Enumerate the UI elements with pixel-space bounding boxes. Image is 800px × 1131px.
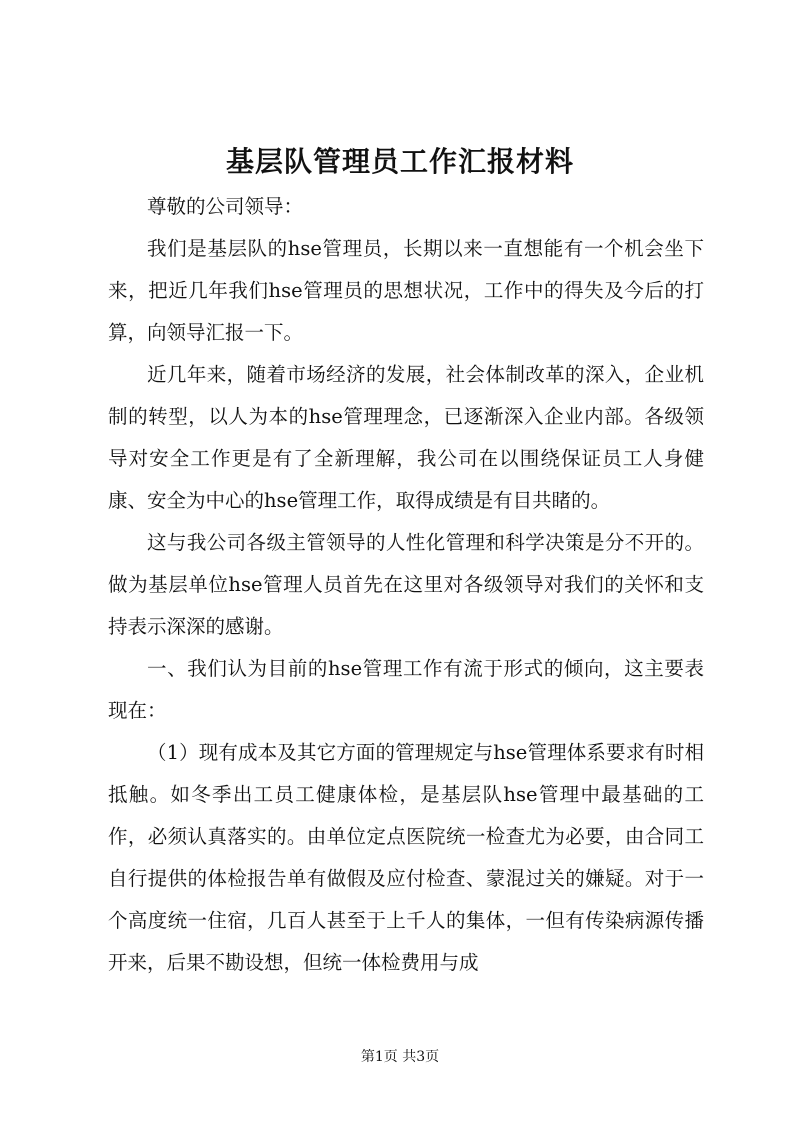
body-paragraph: 近几年来，随着市场经济的发展，社会体制改革的深入，企业机制的转型，以人为本的hse管理理念，已逐渐深入企业内部。各级领导对安全工作更是有了全新理解，我公司在以围绕保证员工人身健康、安全为中心的hse管理工作，取得成绩是有目共睹的。: [108, 363, 704, 512]
page-footer: 第1页 共3页: [360, 1049, 440, 1065]
document-body: [108, 186, 704, 984]
body-paragraph: （1）现有成本及其它方面的管理规定与hse管理体系要求有时相抵触。如冬季出工员工健康体检，是基层队hse管理中最基础的工作，必须认真落实的。由单位定点医院统一检查尤为必要，由合同工自行提供的体检报告单有做假及应付检查、蒙混过关的嫌疑。对于一个高度统一住宿，几百人甚至于上千人的集体，一但有传染病源传播开来，后果不勘设想，但统一体检费用与成: [108, 741, 704, 974]
body-paragraph: 我们是基层队的hse管理员，长期以来一直想能有一个机会坐下来，把近几年我们hse管理员的思想状况，工作中的得失及今后的打算，向领导汇报一下。: [108, 237, 704, 344]
document-title: 基层队管理员工作汇报材料: [225, 145, 574, 178]
body-paragraph: 这与我公司各级主管领导的人性化管理和科学决策是分不开的。做为基层单位hse管理人员首先在这里对各级领导对我们的关怀和支持表示深深的感谢。: [108, 531, 704, 638]
body-paragraph: 一、我们认为目前的hse管理工作有流于形式的倾向，这主要表现在：: [108, 657, 704, 722]
salutation-paragraph: 尊敬的公司领导：: [147, 195, 304, 218]
